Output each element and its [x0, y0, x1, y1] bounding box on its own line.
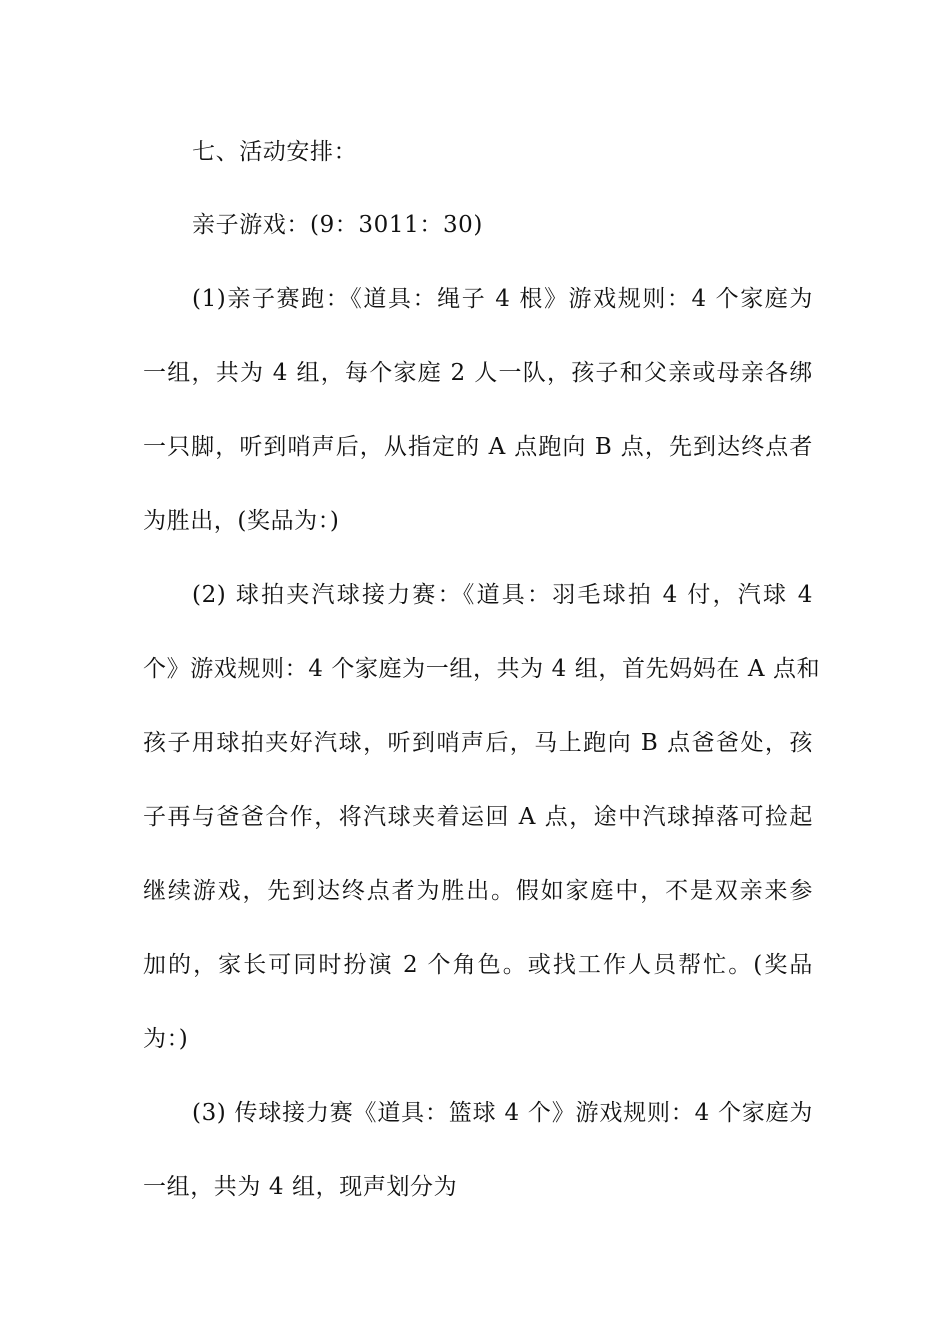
paragraph-line: 继续游戏，先到达终点者为胜出。假如家庭中，不是双亲来参: [143, 878, 813, 904]
paragraph-line: 个》游戏规则：4 个家庭为一组，共为 4 组，首先妈妈在 A 点和: [143, 656, 821, 682]
paragraph-line: 一只脚，听到哨声后，从指定的 A 点跑向 B 点，先到达终点者: [143, 434, 813, 460]
paragraph-line: 为：): [143, 1026, 189, 1052]
paragraph-line: 一组，共为 4 组，每个家庭 2 人一队，孩子和父亲或母亲各绑: [143, 360, 813, 386]
paragraph-line: 亲子游戏：(9：3011：30): [192, 212, 483, 238]
section-heading: 七、活动安排：: [192, 139, 358, 165]
paragraph-line: (2) 球拍夹汽球接力赛：《道具：羽毛球拍 4 付，汽球 4: [192, 582, 813, 608]
paragraph-line: 子再与爸爸合作，将汽球夹着运回 A 点，途中汽球掉落可捡起: [143, 804, 813, 830]
paragraph-line: 孩子用球拍夹好汽球，听到哨声后，马上跑向 B 点爸爸处，孩: [143, 730, 813, 756]
paragraph-line: (3) 传球接力赛《道具：篮球 4 个》游戏规则：4 个家庭为: [192, 1100, 813, 1126]
paragraph-line: (1)亲子赛跑：《道具：绳子 4 根》游戏规则：4 个家庭为: [192, 286, 813, 312]
paragraph-line: 一组，共为 4 组，现声划分为: [143, 1174, 458, 1200]
paragraph-line: 加的，家长可同时扮演 2 个角色。或找工作人员帮忙。(奖品: [143, 952, 813, 978]
paragraph-line: 为胜出，(奖品为：): [143, 508, 340, 534]
